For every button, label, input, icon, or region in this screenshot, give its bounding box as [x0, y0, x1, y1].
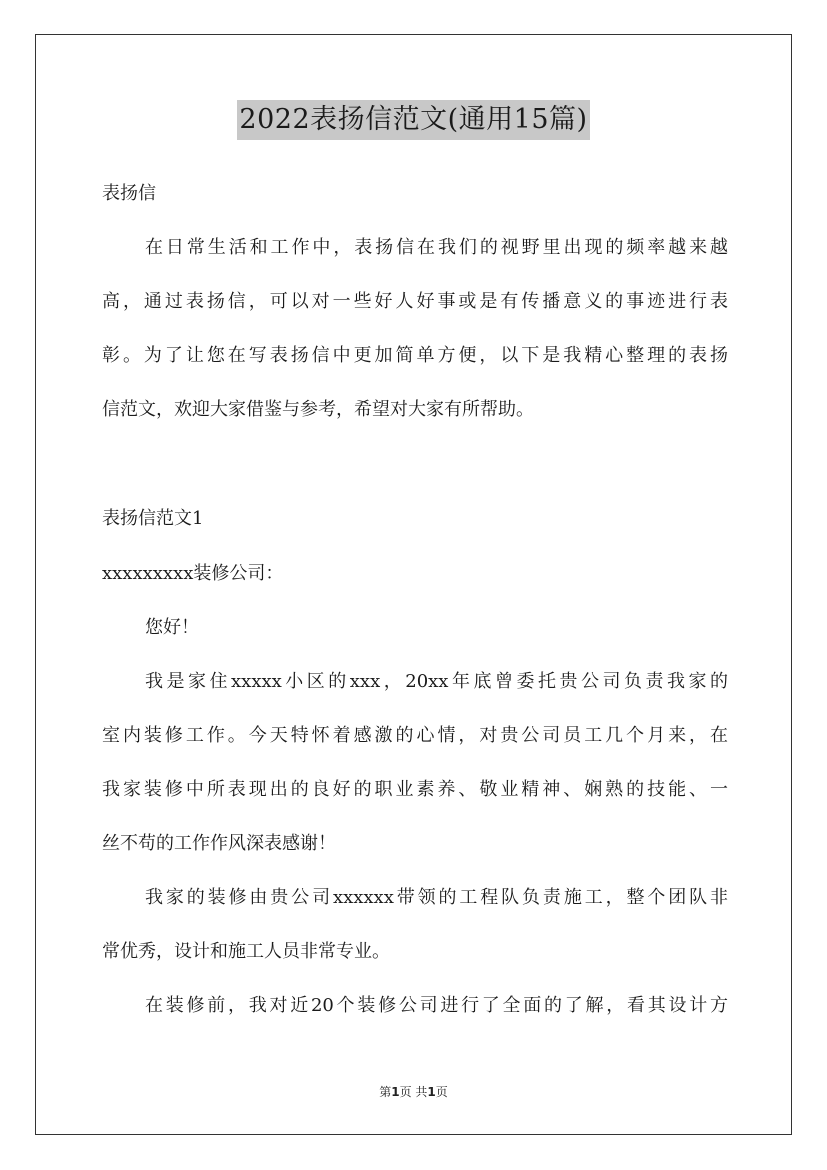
sample-heading: 表扬信范文1: [102, 508, 204, 529]
body-p1-line-3: 我家装修中所表现出的良好的职业素养、敬业精神、娴熟的技能、一: [102, 779, 728, 800]
body-p1-line-2: 室内装修工作。今天特怀着感激的心情，对贵公司员工几个月来，在: [102, 725, 728, 746]
intro-line-2: 高，通过表扬信，可以对一些好人好事或是有传播意义的事迹进行表: [102, 291, 728, 312]
greeting: 您好！: [145, 617, 199, 638]
document-title: 2022表扬信范文(通用15篇): [237, 100, 589, 140]
intro-line-4: 信范文，欢迎大家借鉴与参考，希望对大家有所帮助。: [102, 399, 534, 420]
body-p2-line-1: 我家的装修由贵公司xxxxxx带领的工程队负责施工，整个团队非: [145, 887, 728, 908]
page-footer: [0, 1084, 827, 1100]
intro-line-3: 彰。为了让您在写表扬信中更加简单方便，以下是我精心整理的表扬: [102, 345, 728, 366]
intro-line-1: 在日常生活和工作中，表扬信在我们的视野里出现的频率越来越: [145, 237, 728, 258]
body-p1-line-4: 丝不苟的工作作风深表感谢！: [102, 833, 336, 854]
body-p2-line-2: 常优秀，设计和施工人员非常专业。: [102, 941, 390, 962]
footer-page-number: 1: [391, 1085, 400, 1099]
body-p3-line-1: 在装修前，我对近20个装修公司进行了全面的了解，看其设计方: [145, 995, 728, 1016]
footer-suffix: 页: [435, 1085, 448, 1099]
title-container: [0, 100, 827, 140]
footer-prefix: 第: [379, 1085, 392, 1099]
section-heading: 表扬信: [102, 183, 156, 204]
footer-mid: 页 共: [399, 1085, 428, 1099]
footer-total-pages: 1: [427, 1085, 436, 1099]
salutation: xxxxxxxxx装修公司：: [102, 563, 284, 584]
body-p1-line-1: 我是家住xxxxx小区的xxx，20xx年底曾委托贵公司负责我家的: [145, 671, 728, 692]
